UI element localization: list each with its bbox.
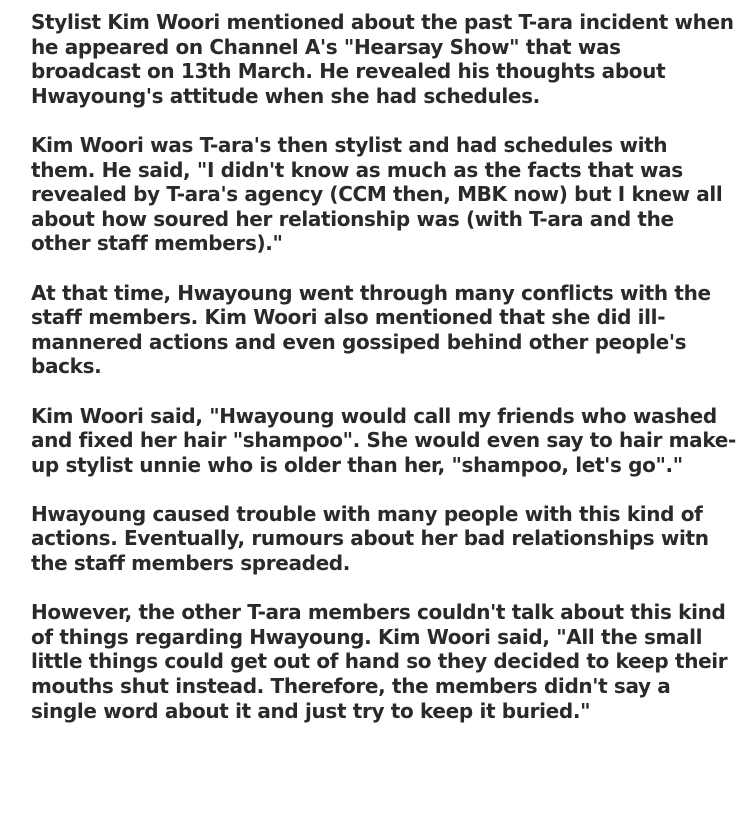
paragraph-shampoo-quote: Kim Woori said, "Hwayoung would call my friends who washed and fixed her hair "shampoo". She would even say to hair make-up stylist unnie who is older than her, "shampoo, let's go".": [31, 403, 736, 477]
paragraph-intro: Stylist Kim Woori mentioned about the past T-ara incident when he appeared on Channel A's "Hearsay Show" that was broadcast on 13th March. He revealed his thoughts about Hwayoung's attitude when she had schedules.: [31, 10, 734, 108]
paragraph-stylist-quote: Kim Woori was T-ara's then stylist and had schedules with them. He said, "I didn't know as much as the facts that was revealed by T-ara's agency (CCM then, MBK now) but I knew all about how soured her relationship was (with T-ara and the other staff members).": [31, 132, 723, 256]
paragraph-rumours: Hwayoung caused trouble with many people with this kind of actions. Eventually, rumours about her bad relationships witn the staff members spreaded.: [31, 501, 709, 576]
paragraph-conflicts: At that time, Hwayoung went through many conflicts with the staff members. Kim Woori also mentioned that she did ill-mannered actions and even gossiped behind other people's backs.: [31, 280, 711, 379]
paragraph-members-silence: However, the other T-ara members couldn't talk about this kind of things regarding Hwayoung. Kim Woori said, "All the small little things could get out of hand so they decided to keep their mouths shut instead. Therefore, the members didn't say a single word about it and just try to keep it buried.": [31, 600, 728, 723]
